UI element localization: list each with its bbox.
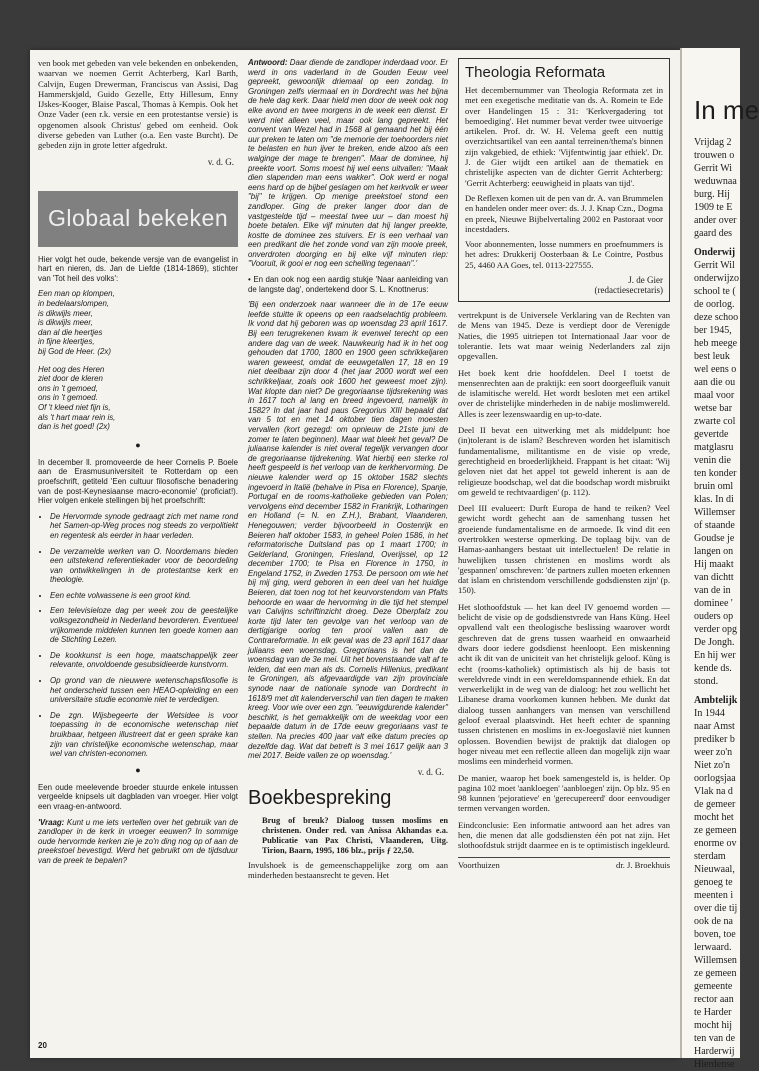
review-footer	[458, 857, 670, 870]
next-page-line: ze gemeen	[694, 824, 737, 836]
next-page-line: langen on	[694, 545, 734, 557]
next-page-line: wetse bar	[694, 402, 733, 414]
box-signature: J. de Gier	[628, 275, 663, 286]
review-paragraph: Het slothoofdstuk — het kan deel IV genoemd worden — belicht de visie op de godsdienstvrede van Hans Küng. Heel opvallend valt een theologische beslissing waarover wordt geschreven dat de grens tussen waarheid en onwaarheid dwars door iedere godsdienst heenloopt. Een miskenning acht ik dit van de uniciteit van het christelijk geloof. Küng is echt (rooms-katholiek) optimistisch als hij de basis tot wereldvrede vindt in een wereldomspannende ethiek. En dat verwerkelijkt in de weg van de dialoog: het zou wellicht het Libanese drama voorkomen kunnen hebben. Me dunkt dat dialoog tussen aanhangers van mensen van verschillend geloof everaal plaatsvindt. Het heeft echter de spanning tussen christenen en moslims in ex-Joegoslavië niet kunnen oplossen. Bovendien bewijst de praktijk dat dialogen op hoger niveau met een reflectie alleen dan mogelijk zijn waar moslims een minderheid vormen.	[458, 601, 670, 767]
stelling-item: • Op grond van de nieuwere wetenschapsfilosofie is het onderscheid tussen een HEAO-opleiding en een universitaire studie economie niet te verdedigen.	[50, 676, 238, 705]
next-page-line: verder opg	[694, 623, 738, 635]
next-page-line: ook de na	[694, 915, 733, 927]
poem-line: Het oog des Heren	[38, 364, 105, 374]
poem-line: bij God de Heer. (2x)	[38, 347, 111, 357]
box-paragraph: De Reflexen komen uit de pen van dr. A. van Brummelen en handelen onder meer over: ds. J. J. Knap Czn., Dogma en preek, Nieuwe Bijbelvertaling 2002 en Pastoraat voor incestdaders.	[465, 192, 663, 234]
next-page-line: boven, toe	[694, 928, 736, 940]
next-page-line: Willemser	[694, 506, 736, 518]
next-page-line: ander over	[694, 214, 737, 226]
next-page-line: naar Amst	[694, 720, 735, 732]
next-page-line: bruin oml	[694, 480, 734, 492]
next-page-line: rector aan	[694, 993, 734, 1005]
next-page-line: Nieuwaal,	[694, 863, 735, 875]
column-middle	[248, 58, 448, 886]
book-review-heading: Boekbespreking	[248, 786, 392, 809]
separator-dot-icon: ●	[135, 764, 141, 775]
box-title: Theologia Reformata	[465, 64, 606, 81]
outro-text: Een oude meelevende broeder stuurde enkele intussen vergeelde knipsels uit dagbladen van vroeger. Hier volgt een vraag-en-antwoord.	[38, 782, 238, 811]
next-page-line: lerwaard.	[694, 941, 732, 953]
box-paragraph: Voor abonnementen, losse nummers en proefnummers is het adres: Drukkerij Oosterbaan & Le Cointre, Postbus 25, 4460 AA Goes, tel. 0113-227555.	[465, 239, 663, 270]
poem-line: als 't hart maar rein is,	[38, 412, 116, 422]
next-page-subheading: Onderwij	[694, 246, 736, 258]
next-page-line: van de in	[694, 584, 731, 596]
page-number: 20	[38, 1041, 47, 1050]
next-page-line: de oorlog.	[694, 298, 735, 310]
stelling-item: • De zgn. Wijsbegeerte der Wetsidee is voor toepassing in de economische wetenschap niet bruikbaar, hetgeen illustreert dat er geen sprake kan zijn van christelijke economische wetenschap, maar wel van christen-economen.	[50, 711, 238, 759]
review-location: Voorthuizen	[458, 859, 500, 870]
next-page-line: aan die ou	[694, 376, 736, 388]
next-page-line: enorme ov	[694, 837, 737, 849]
next-page-line: prediker b	[694, 733, 735, 745]
review-paragraph: Deel II bevat een uitwerking met als middelpunt: hoe (in)tolerant is de islam? Beschreven worden het islamitisch fundamentalisme, militantisme en de visie op vrede, gerechtigheid en broederlijkheid. Frappant is het citaat: 'Wij geloven niet dat het appel tot geweld inherent is aan de religieuze boodschap, wel dat die boodschap wordt misbruikt om geweld te rechtvaardigen' (p. 112).	[458, 425, 670, 497]
column-right	[458, 58, 670, 870]
antwoord-body: Daar diende de zandloper inderdaad voor. Er werd in ons vaderland in de Gouden Eeuw veel gepreekt, gewoonlijk driemaal op een zondag. In Groningen zelfs viermaal en in Dordrecht was het bijna de hele dag kerk. Daar hield men door de week ook nog elke avond en twee morgens in de week een dienst. Er werd niet alleen veel, maar ook lang gepreekt. Het convent van Wezel had in 1568 al gemaand het bij één uur preken te laten om "de memorie der toehoorders niet te belasten en hun ijver te breken, ende alzoo als een walginge der mage te brengen". Maar de dominee, hij preekte voort. Soms moest hij wel eens uitvallen: "Maak dien slapenden man eens wakker". Ook werd er nogal eens hard op de bijbel geslagen om het kerkvolk er weer "bij" te krijgen. Op menige preekstoel stond een zandloper. Ging de preker langer door dan de vastgestelde tijd – meestal twee uur – dan moest hij boete betalen. Elke vijf minuten dat hij langer preekte, kostte de dominee zes stuivers. Er is een verhaal van een predikant die het zonde vond van zijn mooie preek, onverdroten doorging en bij elke vijf minuten riep: "Vooruit, ik gooi er nog een schelling tegenaan".'	[248, 58, 448, 269]
knottnerus-quote: 'Bij een onderzoek naar wanneer die in de 17e eeuw leefde stuitte ik opeens op een raadselachtig probleem. Ik vond dat hij geboren was op woensdag 23 april 1617. Bij een terugrekenen kwam ik evenwel terecht op een andere dag van de week. Nauwkeurig had ik in het oog gehouden dat 1700, 1800 en 1900 geen schrikkeljaren waren geweest, omdat de eeuwgetallen 17, 18 en 19 niet deelbaar zijn door 4 (het jaar 2000 wordt wel een schrikkeljaar, zoals ook 1600 het geweest moet zijn). Wat klopte dan niet? De gregoriaanse tijdsrekening was in 1617 toch al lang en breed ingevoerd, namelijk in 1582? In dat jaar had paus Gregorius XIII bepaald dat van 5 tot en met 14 oktober tien dagen moesten vervallen (kort gezegd: om opnieuw de 21ste juni de zomer te laten beginnen). Maar wat bleek het geval? De juliaanse kalender is niet overal tegelijk vervangen door de gregoriaanse tijdrekening. Wat hierbij een sterke rol heeft gespeeld is het verloop van de kerkhervorming. De nieuwe kalender werd op 15 oktober 1582 slechts ingevoerd in Italië (behalve in Pisa en Florence), Spanje, Portugal en de rooms-katholieke gebieden van Polen; vervolgens eind december 1582 in Frankrijk, Lotharingen en Holland (= N. en Z.H.), Brabant, Vlaanderen, Henegouwen; verder bijvoorbeeld in Oostenrijk en Beieren half oktober 1583, in geheel Polen 1586, in het reformatorische Duitsland pas op 1 maart 1700; in Gelderland, Groningen, Friesland, Overijssel, op 12 december 1700; te Pisa en Florence in 1750, in Engeland 1752, in Zweden 1753. De persoon om wie het bij mij ging, werd geboren in een deel van het huidige Beieren, dat toen nog tot het keurvorstendom van Pfalts behoorde en waar de hervorming in die tijd het stempel van Calvijns schriftinzicht droeg. Deze Oberpfalz zou korte tijd later ten gevolge van het verloop van de dertigjarige oorlog ten prooi vallen aan de Contrareformatie. In elk geval was de 23 april 1617 daar juliaans een woensdag. Gregoriaans is het dan de woensdag van de 3e mei. Uit het bovenstaande valt af te leiden, dat een man als ds. Cornelis Hillenius, predikant te Groningen, als afgevaardigde van zijn provinciale synode naar de nationale synode van Dordrecht in 1618/9 met dit kalenderverschil van tien dagen te maken kreeg. Voor wie over een zgn. "eeuwigdurende kalender" beschikt, is het gemakkelijk om de weekdag voor een bepaalde datum in de 17de eeuw gregoriaans vast te stellen. Na precies 400 jaar valt elke datum precies op dezelfde dag. Wat dat betreft is 3 mei 1617 gelijk aan 3 mei 2017. Beide vallen ze op woensdag.'	[248, 300, 448, 761]
poem-line: ziet door de kleren	[38, 374, 103, 384]
next-page-line: 1909 te E	[694, 201, 733, 213]
next-page-line: ten konder	[694, 467, 737, 479]
next-page-line: gevertde	[694, 428, 729, 440]
review-paragraph: Het boek kent drie hoofddelen. Deel I toetst de mensenrechten aan de praktijk: een soort doorgeefluik vanuit de islamitische wereld. Het wordt besloten met een artikel over de christelijke minderheden in de nabije moslimwereld. Alles is zeer lezenswaardig en up-to-date.	[458, 367, 670, 419]
review-paragraph: De manier, waarop het boek samengesteld is, is helder. Op pagina 102 moet 'aankloegen' 'aanbloegen' zijn. Op blz. 95 en 98 kunnen 'pejoratieve' en 'gerecupereerd' door eenvoudiger termen vervangen worden.	[458, 772, 670, 814]
review-paragraph: vertrekpunt is de Universele Verklaring van de Rechten van de Mens van 1945. Deze is verdiept door de Verenigde Naties, die 1995 uitriepen tot Internationaal Jaar voor de tolerantie. Iets wat maar weinig Nederlanders zal zijn opgevallen.	[458, 310, 670, 362]
stelling-item: • Een televisieloze dag per week zou de geestelijke volksgezondheid in Nederland bevorderen. Eventueel vrijkomende middelen kunnen ten goede komen aan de Stichting Lezen.	[50, 606, 238, 644]
separator-dot-icon: ●	[135, 439, 141, 450]
next-page-line: De Jongh.	[694, 636, 735, 648]
lead-text: Hier volgt het oude, bekende versje van de evangelist in hart en nieren, ds. Jan de Liefde (1814-1869), stichter van 'Tot heil des volks':	[38, 254, 238, 283]
next-page-line: Harderwij	[694, 1045, 735, 1057]
box-signature-role: (redactiesecretaris)	[594, 285, 663, 296]
next-page-line: sterdam	[694, 850, 726, 862]
poem-line: is dikwijls meer,	[38, 308, 93, 318]
next-page-line: meenten i	[694, 889, 734, 901]
boele-text: In december ll. promoveerde de heer Cornelis P. Boele aan de Erasmusuniversiteit te Rotterdam op een proefschrift, getiteld 'Een cultuur filosofische benadering van de post-Keynesiaanse macro-economie' (proficiat!). Hier volgen enkele stellingen bij het proefschrift:	[38, 457, 238, 506]
poem-line: dan al die heertjes	[38, 327, 103, 337]
next-page-line: genoeg te	[694, 876, 733, 888]
box-paragraph: Het decembernummer van Theologia Reformata zet in met een exegetische meditatie van ds. A. Romein te Ede over Handelingen 15 : 31: 'Kerkvergadering tot bemoediging'. Het nummer bevat verder twee uitvoerige artikelen. Prof. dr. W. H. Velema geeft een nuttig overzichtsartikel van een aantal terreinen/thema's binnen zijn vakgebied, de ethiek: 'Vijfentwintig jaar ethiek'. Dr. J. de Gier wijdt een artikel aan de thematiek en christelijke aspecten van de dichter Gerrit Achterberg: 'Gerrit Achterberg: eeuwigheid in plaats van tijd'.	[465, 85, 663, 188]
stelling-item: • De kookkunst is een hoge, maatschappelijk zeer relevante, onvoldoende gesubsidieerde kunstvorm.	[50, 651, 238, 670]
next-page-line: te Harder	[694, 1006, 732, 1018]
column-left	[38, 58, 238, 872]
stelling-item: • Een echte volwassene is een groot kind.	[50, 591, 238, 601]
signature: v. d. G.	[207, 156, 234, 167]
next-page-line: weer zo'n	[694, 746, 733, 758]
next-page-line: zwarte col	[694, 415, 736, 427]
next-page-line: Willemsen	[694, 954, 737, 966]
next-page-line: mocht hij	[694, 1019, 733, 1031]
next-page-line: oorlogsjaa	[694, 772, 736, 784]
next-page-title: In me	[694, 95, 759, 125]
signature: v. d. G.	[417, 766, 444, 777]
poem-stanza-2	[38, 365, 238, 432]
next-page-line: onderwijzo	[694, 272, 739, 284]
poem-line: ons in 't gemoed.	[38, 393, 98, 403]
next-page-line: Vlak na d	[694, 785, 733, 797]
next-page-line: klas. In di	[694, 493, 734, 505]
next-page-subheading: Ambtelijk	[694, 694, 738, 706]
antwoord-text	[248, 58, 448, 269]
review-author: dr. J. Broekhuis	[616, 859, 670, 870]
next-page-line: school te (	[694, 285, 736, 297]
poem-line: in fijne kleertjes,	[38, 337, 95, 347]
next-page-line: mocht het	[694, 811, 734, 823]
review-paragraph: Eindconclusie: Een informatie antwoord aan het adres van hen, die menen dat alle godsdiensten één pot nat zijn. Het slothoofdstuk strijdt daarmee en is te optimistisch ingekleurd.	[458, 819, 670, 851]
next-page-lines-c	[682, 707, 740, 1071]
poem-stanza-1	[38, 289, 238, 356]
next-page-line: wel eens o	[694, 363, 737, 375]
poem-line: in bedelaarslompen,	[38, 299, 110, 309]
next-page-line: deze schoo	[694, 311, 739, 323]
knottnerus-intro: • En dan ook nog een aardig stukje 'Naar aanleiding van de langste dag', ondertekend door S. L. Knottnerus:	[248, 275, 448, 294]
stelling-item: • De Hervormde synode gedraagt zich met name rond het Samen-op-Weg proces nog steeds zo verpolitiekt en regentesk als eerder in haar verleden.	[50, 512, 238, 541]
next-page-line: best leuk	[694, 350, 730, 362]
stelling-item: • De verzamelde werken van O. Noordemans bieden een uitstekend referentiekader voor de beoordeling van ontwikkelingen in de protestantse kerk en theologie.	[50, 547, 238, 585]
next-page-line: Vrijdag 2	[694, 136, 732, 148]
vraag-text	[38, 818, 238, 866]
next-page-line: van dichtt	[694, 571, 734, 583]
next-page-line: burg. Hij	[694, 188, 730, 200]
poem-line: Of 't kleed niet fijn is,	[38, 402, 111, 412]
next-page-line: In 1944	[694, 707, 725, 719]
next-page-fragment	[680, 48, 759, 1070]
next-page-line: En hij wer	[694, 649, 736, 661]
next-page-line: Hierdense	[694, 1058, 735, 1070]
next-page-line: stond.	[694, 675, 719, 687]
review-paragraph: Deel III evalueert: Durft Europa de hand te reiken? Veel gewicht wordt gehecht aan de samenhang tussen het groeiende fundamentalisme en de armoede. Ik vind dit een overtrokken westerse opmerking. De toplaag bijv. van de Hamas-aanhangers bestaat uit intellectuelen! De relatie in huwelijken tussen christenen en moslims wordt als 'gespannen' omschreven: 'de partners zullen moeten erkennen dat islam en christendom verschillende godsdiensten zijn' (p. 150).	[458, 503, 670, 596]
magazine-page	[30, 50, 680, 1058]
next-page-line: ber 1945,	[694, 324, 732, 336]
next-page-line: kende ds.	[694, 662, 732, 674]
vraag-label: 'Vraag:	[38, 817, 65, 827]
next-page-line: matglasru	[694, 441, 734, 453]
vraag-body: Kunt u me iets vertellen over het gebruik van de zandloper in de kerk in vroeger eeuwen? In sommige oude hervormde kerken zie je zo'n ding nog op of aan de preekstoel bevestigd. Werd het gebruikt om de tijdsduur van de preek te bepalen?	[38, 817, 238, 865]
next-page-line: maal voor	[694, 389, 735, 401]
next-page-line: gaard des	[694, 227, 733, 239]
antwoord-label: Antwoord:	[248, 58, 288, 67]
next-page-line: ouders op	[694, 610, 734, 622]
poem-line: is dikwijls meer,	[38, 318, 93, 328]
next-page-line: ten van de	[694, 1032, 736, 1044]
section-banner: Globaal bekeken	[38, 191, 238, 247]
next-page-line: of staande	[694, 519, 735, 531]
next-page-line: trouwen o	[694, 149, 735, 161]
next-page-line: heb meege	[694, 337, 738, 349]
next-page-line: weduwnaa	[694, 175, 737, 187]
next-page-line: venin die	[694, 454, 731, 466]
poem-line: ons in 't gemoed,	[38, 383, 98, 393]
next-page-line: Goudse je	[694, 532, 735, 544]
next-page-line: Gerrit Wi	[694, 162, 733, 174]
next-page-line: gemeente	[694, 980, 733, 992]
next-page-line: dominee '	[694, 597, 733, 609]
next-page-lines-a	[682, 136, 740, 240]
book-intro-text: ven book met gebeden van vele bekenden en onbekenden, waarvan we noemen Gerrit Achterberg, Karl Barth, Calvijn, Eugen Drewerman, Franciscus van Assisi, Dag Hammerskjøld, Guido Gezelle, Etty Hillesum, Enny IJskes-Kooger, Blaise Pascal, Thomas à Kempis. Ook het Onze Vader (een r.k. versie en een protestantse versie) is opgenomen alsook Christus' gebed om eenheid. Ook diverse gebeden van Luther (o.a. Een vaste Burcht). De gebeden zijn in grote letter afgedrukt.	[38, 58, 238, 151]
next-page-line: Hij maakt	[694, 558, 734, 570]
next-page-line: Niet zo'n	[694, 759, 730, 771]
stellingen-list	[38, 512, 238, 759]
book-info: Brug of breuk? Dialoog tussen moslims en christenen. Onder red. van Anissa Akhandas e.a. Publicatie van Pax Christi, Vlaanderen, Uitg. Tirion, Baarn, 1995, 186 blz., prijs ƒ 22,50.	[262, 815, 448, 855]
next-page-line: ze gemeen	[694, 967, 737, 979]
poem-line: dan is het goed! (2x)	[38, 422, 110, 432]
next-page-line: de gemeer	[694, 798, 736, 810]
book-review-start: Invulshoek is de gemeenschappelijke zorg om aan minderheden bestaansrecht te geven. Het	[248, 859, 448, 881]
theologia-box	[458, 58, 670, 302]
poem-line: Een man op klompen,	[38, 289, 115, 299]
next-page-line: over die tij	[694, 902, 738, 914]
next-page-line: Gerrit Wil	[694, 259, 735, 271]
next-page-lines-b	[682, 259, 740, 688]
